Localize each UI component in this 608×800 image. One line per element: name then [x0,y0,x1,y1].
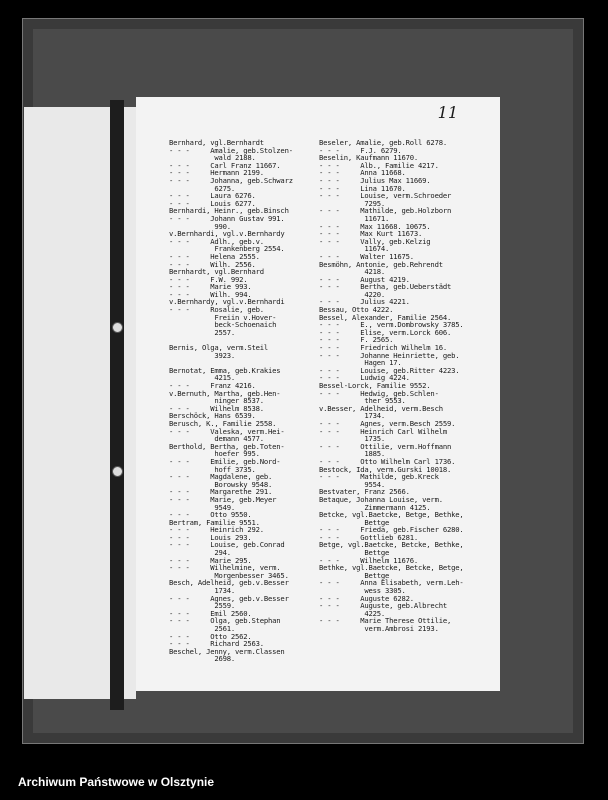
index-entry-line: - - - Wilhelm 8538. [169,403,264,413]
index-entry-line: 4218. [319,267,386,277]
index-entry-line: - - - Max 11668. 10675. [319,221,431,231]
index-entry-line: hoefer 995. [169,449,260,459]
index-entry-line: - - - Heinrich 292. [169,525,264,535]
index-entry-line: - - - Friedrich Wilhelm 16. [319,343,447,353]
index-entry-line: 4215. [169,373,236,383]
index-entry-line: - - - Ottilie, verm.Hoffmann [319,441,452,451]
index-entry-line: - - - Julius 4221. [319,297,410,307]
index-entry-line: - - - Franz 4216. [169,381,256,390]
index-entry-line: - - - August 4219. [319,274,410,284]
index-entry-line: Bessel-Lorck, Familie 9552. [319,381,431,390]
index-entry-line: 1735. [319,434,386,444]
index-entry-line: 11671. [319,213,390,223]
index-entry-line: - - - Valeska, verm.Hei- [169,426,285,436]
index-entry-line: Betcke, vgl.Baetcke, Betge, Bethke, [319,510,464,520]
index-entry-line: Betaque, Johanna Louise, verm. [319,494,443,504]
index-entry-line: - - - Otto 2562. [169,631,252,641]
index-entry-line: 3923. [169,350,236,360]
index-entry-line: ther 9553. [319,396,406,406]
index-entry-line: Bettge [319,517,390,527]
index-entry-line: Beseler, Amalie, geb.Roll 6278. [319,138,447,147]
index-entry-line: v.Besser, Adelheid, verm.Besch [319,403,443,413]
index-entry-line: - - - Mathilde, geb.Kreck [319,472,439,482]
index-entry-line: Borowsky 9548. [169,479,273,489]
index-entry-line: Bestock, Ida, verm.Gurski 10018. [319,464,452,474]
index-entry-line: - - - Louise, geb.Ritter 4223. [319,365,460,375]
index-entry-line: Morgenbesser 3465. [169,570,289,580]
index-entry-line: - - - Marie 295. [169,555,252,565]
index-entry-line: Berthold, Bertha, geb.Toten- [169,441,285,451]
index-entry-line: - - - Carl Franz 11667. [169,160,281,170]
index-entry-line: - - - Amalie, geb.Stolzen- [169,145,293,155]
index-entry-line: Bestvater, Franz 2566. [319,487,410,497]
index-entry-line: Bernhard, vgl.Bernhardt [169,138,264,147]
archive-footer: Archiwum Państwowe w Olsztynie [18,775,215,789]
index-entry-line: - - - Johanne Heinriette, geb. [319,350,460,360]
index-entry-line: 2559. [169,601,236,611]
index-entry-line: Frankenberg 2554. [169,244,285,254]
index-entry-line: - - - Wilh. 2556. [169,259,256,269]
index-entry-line: Berschöck, Hans 6539. [169,411,256,421]
index-entry-line: - - - Hermann 2199. [169,168,264,178]
index-entry-line: Beselin, Kaufmann 11670. [319,153,419,163]
index-entry-line: - - - Louis 293. [169,532,252,542]
index-entry-line: 4225. [319,608,386,618]
index-entry-line: - - - Otto 9550. [169,510,252,520]
index-entry-line: - - - Julius Max 11669. [319,175,431,185]
index-entry-line: Bessau, Otto 4222. [319,305,394,315]
index-entry-line: - - - F. 2565. [319,335,394,345]
index-entry-line: Beschel, Jenny, verm.Classen [169,646,285,656]
index-entry-line: demann 4577. [169,434,264,444]
index-entry-line: v.Bernuth, Martha, geb.Hen- [169,388,281,398]
index-entry-line: - - - Wilh. 994. [169,289,252,299]
index-entry-line: v.Bernhardy, vgl.v.Bernhardi [169,297,285,307]
index-entry-line: - - - Richard 2563. [169,639,264,649]
index-entry-line: hoff 3735. [169,464,256,474]
index-entry-line: Besch, Adelheid, geb.v.Besser [169,578,289,588]
index-entry-line: - - - Mathilde, geb.Holzborn [319,206,452,216]
index-entry-line: 9549. [169,502,236,512]
index-entry-line: Bettge [319,570,390,580]
index-entry-line: - - - Laura 6276. [169,191,256,201]
index-entry-line: - - - Bertha, geb.Ueberstädt [319,282,452,292]
index-entry-line: - - - Adlh., geb.v. [169,236,264,246]
index-entry-line: 2698. [169,654,236,664]
index-entry-line: 9554. [319,479,386,489]
index-entry-line: 1734. [319,411,386,421]
index-entry-line: v.Bernhardi, vgl.v.Bernhardy [169,229,285,239]
index-entry-line: beck-Schoenaich [169,320,277,330]
index-entry-line: - - - Anna 11668. [319,168,406,178]
index-entry-line: - - - Agnes, verm.Besch 2559. [319,418,456,428]
index-entry-line: - - - Louise, geb.Conrad [169,540,285,550]
index-entry-line: Bernhardi, Heinr., geb.Binsch [169,206,289,216]
index-entry-line: - - - Rosalie, geb. [169,305,264,315]
index-entry-line: Hagen 17. [319,358,402,368]
index-entry-line: - - - Anna Elisabeth, verm.Leh- [319,578,464,588]
index-entry-line: - - - Auguste 6282. [319,593,414,603]
index-entry-line: 2557. [169,327,236,337]
index-entry-line: - - - Alb., Familie 4217. [319,160,439,170]
index-entry-line: - - - Magdalene, geb. [169,472,273,482]
index-entry-line: verm.Ambrosi 2193. [319,624,439,633]
punch-hole [112,466,123,477]
index-entry-line: 4220. [319,289,386,299]
index-entry-line: - - - Emil 2560. [169,608,252,618]
index-entry-line: - - - E., verm.Dombrowsky 3785. [319,320,464,330]
index-entry-line: Freiin v.Hover- [169,312,277,322]
index-entry-line: 2561. [169,624,236,633]
index-entry-line: - - - Ludwig 4224. [319,373,410,383]
index-entry-line: - - - Margarethe 291. [169,487,273,497]
index-entry-line: Bernis, Olga, verm.Steil [169,343,269,353]
index-entry-line: - - - Helena 2555. [169,251,260,261]
index-entry-line: Bettge [319,548,390,558]
index-entry-line: - - - F.J. 6279. [319,145,402,155]
index-entry-line: - - - Marie, geb.Meyer [169,494,277,504]
index-entry-line: wald 2188. [169,153,256,163]
index-entry-line: - - - F.W. 992. [169,274,248,284]
index-entry-line: - - - Wilhelmine, verm. [169,563,281,573]
index-entry-line: Bernotat, Emma, geb.Krakies [169,365,281,375]
index-entry-line: - - - Emilie, geb.Nord- [169,456,281,466]
index-entry-line: - - - Johann Gustav 991. [169,213,285,223]
index-entry-line: - - - Wilhelm 11676. [319,555,419,565]
index-entry-line: - - - Louis 6277. [169,198,256,208]
index-entry-line: - - - Olga, geb.Stephan [169,616,281,626]
index-entry-line: - - - Hedwig, geb.Schlen- [319,388,439,398]
index-entry-line: - - - Lina 11670. [319,183,406,193]
index-entry-line: Betge, vgl.Baetcke, Betcke, Bethke, [319,540,464,550]
index-entry-line: Bertram, Familie 9551. [169,517,260,527]
index-entry-line: 6275. [169,183,236,193]
index-entry-line: - - - Walter 11675. [319,251,414,261]
index-entry-line: - - - Marie Therese Ottilie, [319,616,452,626]
index-entry-line: 294. [169,548,231,558]
index-entry-line: Zimmermann 4125. [319,502,431,512]
index-entry-line: wess 3305. [319,586,406,596]
index-entry-line: - - - Heinrich Carl Wilhelm [319,426,447,436]
index-entry-line: - - - Marie 993. [169,282,252,292]
document-page [136,97,500,691]
index-entry-line: 11674. [319,244,390,254]
page-number: 11 [437,103,458,122]
index-entry-line: Bessel, Alexander, Familie 2564. [319,312,452,322]
binding-gutter [110,100,124,710]
index-entry-line: 990. [169,221,231,231]
index-entry-line: 1885. [319,449,386,459]
index-entry-line: - - - Max Kurt 11673. [319,229,423,239]
index-column-left [169,139,319,663]
index-entry-line: - - - Gottlieb 6281. [319,532,419,542]
index-column-right [319,139,497,633]
index-entry-line: - - - Elise, verm.Lorck 606. [319,327,452,337]
index-entry-line: Bernhardt, vgl.Bernhard [169,267,264,277]
index-entry-line: - - - Louise, verm.Schroeder [319,191,452,201]
index-entry-line: - - - Agnes, geb.v.Besser [169,593,289,603]
index-entry-line: - - - Otto Wilhelm Carl 1736. [319,456,456,466]
index-entry-line: Besmöhn, Antonie, geb.Rehrendt [319,259,443,269]
index-entry-line: ninger 8537. [169,396,264,406]
index-entry-line: - - - Vally, geb.Kelzig [319,236,431,246]
index-entry-line: - - - Johanna, geb.Schwarz [169,175,293,185]
index-entry-line: - - - Auguste, geb.Albrecht [319,601,447,611]
punch-hole [112,322,123,333]
index-entry-line: - - - Frieda, geb.Fischer 6280. [319,525,464,535]
index-entry-line: 7295. [319,198,386,208]
index-entry-line: Berusch, K., Familie 2558. [169,418,277,428]
index-entry-line: 1734. [169,586,236,596]
index-entry-line: Bethke, vgl.Baetcke, Betcke, Betge, [319,563,464,573]
